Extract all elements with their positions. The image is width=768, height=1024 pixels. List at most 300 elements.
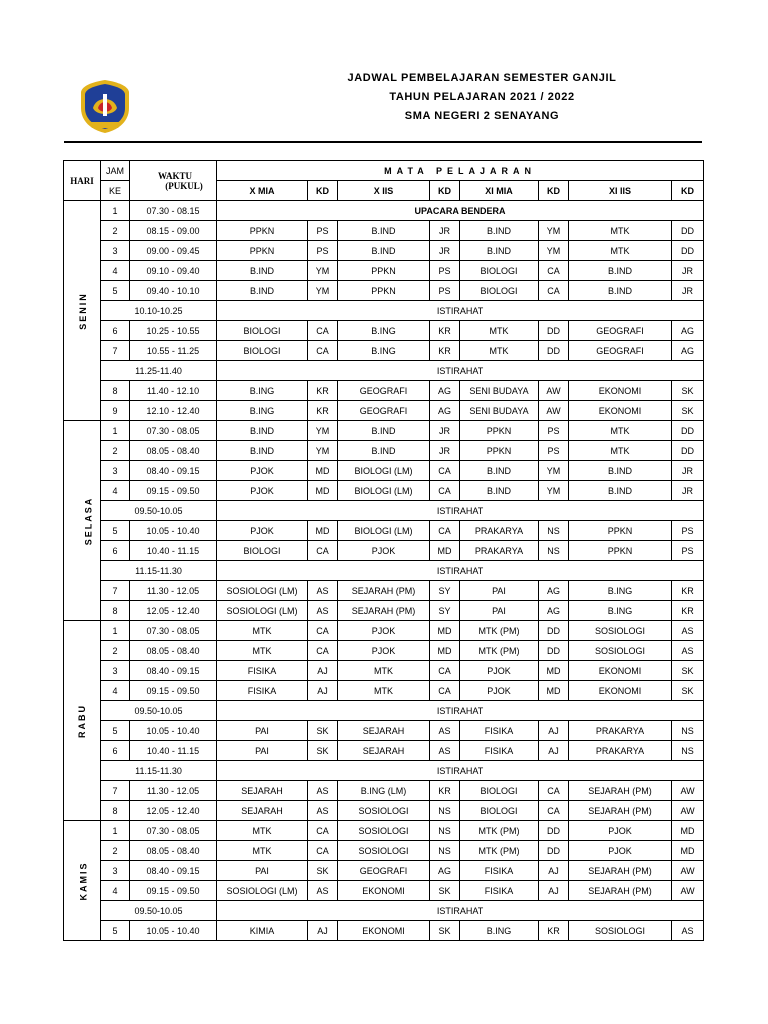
period-number: 4 xyxy=(101,681,130,701)
teacher-code: AJ xyxy=(308,661,338,681)
ceremony-label: UPACARA BENDERA xyxy=(217,201,704,221)
header-col-kd: KD xyxy=(308,181,338,201)
period-number: 3 xyxy=(101,241,130,261)
subject-cell: MTK xyxy=(460,341,539,361)
table-row xyxy=(64,601,704,621)
subject-cell: SENI BUDAYA xyxy=(460,381,539,401)
period-number: 7 xyxy=(101,781,130,801)
subject-cell: MTK xyxy=(338,681,430,701)
teacher-code: PS xyxy=(539,441,569,461)
subject-cell: PPKN xyxy=(217,241,308,261)
subject-cell: GEOGRAFI xyxy=(569,321,672,341)
break-label: ISTIRAHAT xyxy=(217,761,704,781)
break-time: 11.15-11.30 xyxy=(101,561,217,581)
subject-cell: B.ING xyxy=(217,401,308,421)
subject-cell: PJOK xyxy=(338,641,430,661)
subject-cell: MTK xyxy=(569,241,672,261)
schedule-body xyxy=(64,161,704,941)
table-row xyxy=(64,421,704,441)
break-row xyxy=(64,561,704,581)
subject-cell: EKONOMI xyxy=(338,921,430,941)
teacher-code: CA xyxy=(308,821,338,841)
day-label-senin xyxy=(64,201,101,421)
teacher-code: CA xyxy=(430,521,460,541)
header-col-x-mia: X MIA xyxy=(217,181,308,201)
teacher-code: PS xyxy=(539,421,569,441)
teacher-code: PS xyxy=(430,281,460,301)
teacher-code: YM xyxy=(539,241,569,261)
teacher-code: NS xyxy=(672,741,704,761)
teacher-code: AS xyxy=(430,741,460,761)
teacher-code: KR xyxy=(308,401,338,421)
teacher-code: DD xyxy=(672,241,704,261)
teacher-code: CA xyxy=(308,621,338,641)
teacher-code: NS xyxy=(430,821,460,841)
teacher-code: MD xyxy=(539,661,569,681)
teacher-code: AW xyxy=(672,801,704,821)
teacher-code: AG xyxy=(430,861,460,881)
teacher-code: SY xyxy=(430,601,460,621)
table-row xyxy=(64,381,704,401)
table-row xyxy=(64,801,704,821)
table-row xyxy=(64,781,704,801)
period-number: 5 xyxy=(101,281,130,301)
teacher-code: CA xyxy=(430,481,460,501)
teacher-code: MD xyxy=(308,461,338,481)
subject-cell: B.IND xyxy=(338,221,430,241)
teacher-code: AW xyxy=(539,381,569,401)
subject-cell: PAI xyxy=(217,861,308,881)
subject-cell: B.ING (LM) xyxy=(338,781,430,801)
period-number: 5 xyxy=(101,921,130,941)
table-row xyxy=(64,921,704,941)
subject-cell: B.IND xyxy=(569,261,672,281)
teacher-code: AG xyxy=(430,401,460,421)
period-number: 6 xyxy=(101,321,130,341)
period-time: 09.15 - 09.50 xyxy=(130,481,217,501)
period-number: 1 xyxy=(101,421,130,441)
header-waktu xyxy=(130,161,217,201)
teacher-code: SK xyxy=(308,741,338,761)
period-time: 09.15 - 09.50 xyxy=(130,881,217,901)
subject-cell: B.IND xyxy=(217,281,308,301)
subject-cell: PJOK xyxy=(460,681,539,701)
subject-cell: EKONOMI xyxy=(569,381,672,401)
teacher-code: YM xyxy=(308,441,338,461)
subject-cell: BIOLOGI xyxy=(460,801,539,821)
subject-cell: PJOK xyxy=(569,821,672,841)
table-row xyxy=(64,221,704,241)
period-number: 1 xyxy=(101,821,130,841)
period-number: 5 xyxy=(101,521,130,541)
table-row xyxy=(64,201,704,221)
day-label-selasa xyxy=(64,421,101,621)
subject-cell: B.IND xyxy=(569,461,672,481)
table-row xyxy=(64,721,704,741)
teacher-code: CA xyxy=(539,781,569,801)
teacher-code: KR xyxy=(672,601,704,621)
subject-cell: GEOGRAFI xyxy=(338,381,430,401)
subject-cell: PJOK xyxy=(217,521,308,541)
teacher-code: CA xyxy=(308,341,338,361)
header-waktu-label: WAKTU xyxy=(157,170,192,181)
subject-cell: SOSIOLOGI xyxy=(338,821,430,841)
subject-cell: SOSIOLOGI xyxy=(569,641,672,661)
teacher-code: YM xyxy=(308,281,338,301)
period-time: 08.40 - 09.15 xyxy=(130,461,217,481)
subject-cell: GEOGRAFI xyxy=(569,341,672,361)
subject-cell: FISIKA xyxy=(460,861,539,881)
period-time: 10.55 - 11.25 xyxy=(130,341,217,361)
teacher-code: JR xyxy=(430,421,460,441)
teacher-code: DD xyxy=(672,421,704,441)
table-row xyxy=(64,321,704,341)
teacher-code: JR xyxy=(430,241,460,261)
day-name: RABU xyxy=(77,703,87,738)
period-number: 1 xyxy=(101,621,130,641)
teacher-code: AS xyxy=(308,801,338,821)
teacher-code: CA xyxy=(430,461,460,481)
subject-cell: FISIKA xyxy=(217,661,308,681)
period-number: 2 xyxy=(101,221,130,241)
teacher-code: KR xyxy=(430,781,460,801)
break-label: ISTIRAHAT xyxy=(217,361,704,381)
subject-cell: GEOGRAFI xyxy=(338,861,430,881)
table-row xyxy=(64,541,704,561)
header-col-kd: KD xyxy=(430,181,460,201)
teacher-code: KR xyxy=(430,341,460,361)
period-time: 08.05 - 08.40 xyxy=(130,441,217,461)
subject-cell: EKONOMI xyxy=(569,661,672,681)
break-label: ISTIRAHAT xyxy=(217,901,704,921)
teacher-code: SK xyxy=(430,881,460,901)
teacher-code: AW xyxy=(672,881,704,901)
period-number: 8 xyxy=(101,801,130,821)
teacher-code: MD xyxy=(430,641,460,661)
subject-cell: PJOK xyxy=(217,481,308,501)
teacher-code: JR xyxy=(672,481,704,501)
subject-cell: MTK (PM) xyxy=(460,841,539,861)
table-row xyxy=(64,281,704,301)
subject-cell: SOSIOLOGI xyxy=(569,621,672,641)
teacher-code: KR xyxy=(672,581,704,601)
teacher-code: AJ xyxy=(539,861,569,881)
break-time: 09.50-10.05 xyxy=(101,701,217,721)
teacher-code: SK xyxy=(430,921,460,941)
period-time: 11.30 - 12.05 xyxy=(130,781,217,801)
break-label: ISTIRAHAT xyxy=(217,561,704,581)
subject-cell: KIMIA xyxy=(217,921,308,941)
header-row-1 xyxy=(64,161,704,181)
subject-cell: BIOLOGI (LM) xyxy=(338,461,430,481)
teacher-code: AS xyxy=(308,881,338,901)
day-name: SENIN xyxy=(77,291,88,330)
teacher-code: SK xyxy=(672,381,704,401)
period-number: 4 xyxy=(101,261,130,281)
teacher-code: AW xyxy=(672,861,704,881)
teacher-code: NS xyxy=(430,841,460,861)
teacher-code: MD xyxy=(308,521,338,541)
teacher-code: NS xyxy=(430,801,460,821)
period-time: 11.30 - 12.05 xyxy=(130,581,217,601)
period-time: 09.10 - 09.40 xyxy=(130,261,217,281)
subject-cell: B.IND xyxy=(338,241,430,261)
subject-cell: B.ING xyxy=(569,601,672,621)
teacher-code: DD xyxy=(539,841,569,861)
subject-cell: B.IND xyxy=(217,441,308,461)
teacher-code: AJ xyxy=(539,721,569,741)
teacher-code: CA xyxy=(308,541,338,561)
table-row xyxy=(64,861,704,881)
school-emblem-icon xyxy=(78,78,132,134)
teacher-code: DD xyxy=(672,221,704,241)
subject-cell: PJOK xyxy=(217,461,308,481)
subject-cell: B.IND xyxy=(217,421,308,441)
subject-cell: EKONOMI xyxy=(338,881,430,901)
subject-cell: B.IND xyxy=(460,461,539,481)
subject-cell: PJOK xyxy=(569,841,672,861)
break-row xyxy=(64,361,704,381)
break-row xyxy=(64,501,704,521)
day-name: SELASA xyxy=(83,496,94,545)
period-time: 08.40 - 09.15 xyxy=(130,861,217,881)
subject-cell: PJOK xyxy=(338,541,430,561)
teacher-code: PS xyxy=(672,521,704,541)
teacher-code: CA xyxy=(308,841,338,861)
teacher-code: DD xyxy=(539,621,569,641)
period-number: 2 xyxy=(101,441,130,461)
period-time: 07.30 - 08.15 xyxy=(130,201,217,221)
subject-cell: SEJARAH xyxy=(217,781,308,801)
teacher-code: AJ xyxy=(539,741,569,761)
period-number: 3 xyxy=(101,461,130,481)
teacher-code: NS xyxy=(672,721,704,741)
subject-cell: B.IND xyxy=(569,481,672,501)
period-time: 09.00 - 09.45 xyxy=(130,241,217,261)
subject-cell: B.ING xyxy=(338,341,430,361)
subject-cell: PJOK xyxy=(460,661,539,681)
subject-cell: SEJARAH (PM) xyxy=(338,601,430,621)
subject-cell: MTK (PM) xyxy=(460,641,539,661)
subject-cell: B.ING xyxy=(217,381,308,401)
teacher-code: AS xyxy=(672,921,704,941)
subject-cell: FISIKA xyxy=(460,721,539,741)
teacher-code: YM xyxy=(539,481,569,501)
teacher-code: CA xyxy=(539,801,569,821)
break-label: ISTIRAHAT xyxy=(217,701,704,721)
subject-cell: SEJARAH (PM) xyxy=(569,781,672,801)
teacher-code: JR xyxy=(672,461,704,481)
teacher-code: DD xyxy=(539,321,569,341)
subject-cell: BIOLOGI (LM) xyxy=(338,521,430,541)
teacher-code: SK xyxy=(672,661,704,681)
break-row xyxy=(64,701,704,721)
teacher-code: KR xyxy=(308,381,338,401)
table-row xyxy=(64,521,704,541)
table-row xyxy=(64,341,704,361)
subject-cell: PPKN xyxy=(217,221,308,241)
teacher-code: KR xyxy=(430,321,460,341)
subject-cell: SEJARAH (PM) xyxy=(338,581,430,601)
subject-cell: BIOLOGI xyxy=(217,541,308,561)
teacher-code: CA xyxy=(539,281,569,301)
subject-cell: BIOLOGI xyxy=(460,281,539,301)
teacher-code: AS xyxy=(308,581,338,601)
period-time: 11.40 - 12.10 xyxy=(130,381,217,401)
period-time: 09.40 - 10.10 xyxy=(130,281,217,301)
table-row xyxy=(64,481,704,501)
header-divider xyxy=(64,141,702,143)
subject-cell: PRAKARYA xyxy=(460,521,539,541)
break-row xyxy=(64,901,704,921)
header-col-kd: KD xyxy=(539,181,569,201)
subject-cell: B.ING xyxy=(338,321,430,341)
teacher-code: PS xyxy=(430,261,460,281)
teacher-code: AS xyxy=(430,721,460,741)
subject-cell: B.IND xyxy=(460,241,539,261)
period-time: 10.40 - 11.15 xyxy=(130,541,217,561)
teacher-code: JR xyxy=(430,441,460,461)
period-number: 8 xyxy=(101,381,130,401)
teacher-code: CA xyxy=(308,641,338,661)
subject-cell: PAI xyxy=(217,741,308,761)
teacher-code: DD xyxy=(539,641,569,661)
period-number: 3 xyxy=(101,861,130,881)
day-name: KAMIS xyxy=(78,861,89,900)
subject-cell: PPKN xyxy=(569,541,672,561)
subject-cell: PPKN xyxy=(460,441,539,461)
period-time: 09.15 - 09.50 xyxy=(130,681,217,701)
period-number: 6 xyxy=(101,541,130,561)
period-number: 6 xyxy=(101,741,130,761)
teacher-code: CA xyxy=(430,681,460,701)
period-time: 10.05 - 10.40 xyxy=(130,921,217,941)
subject-cell: SOSIOLOGI (LM) xyxy=(217,881,308,901)
subject-cell: MTK xyxy=(460,321,539,341)
subject-cell: SOSIOLOGI xyxy=(338,801,430,821)
subject-cell: FISIKA xyxy=(217,681,308,701)
teacher-code: SK xyxy=(308,721,338,741)
teacher-code: SK xyxy=(308,861,338,881)
teacher-code: MD xyxy=(539,681,569,701)
schedule-table xyxy=(63,160,704,941)
subject-cell: EKONOMI xyxy=(569,681,672,701)
subject-cell: SOSIOLOGI (LM) xyxy=(217,581,308,601)
teacher-code: DD xyxy=(672,441,704,461)
teacher-code: AG xyxy=(539,581,569,601)
period-time: 12.10 - 12.40 xyxy=(130,401,217,421)
period-time: 07.30 - 08.05 xyxy=(130,421,217,441)
title-line-1: JADWAL PEMBELAJARAN SEMESTER GANJIL xyxy=(347,72,617,84)
subject-cell: MTK xyxy=(217,821,308,841)
day-label-rabu xyxy=(64,621,101,821)
period-number: 1 xyxy=(101,201,130,221)
teacher-code: AJ xyxy=(308,681,338,701)
table-row xyxy=(64,261,704,281)
teacher-code: YM xyxy=(308,261,338,281)
header-col-x-iis: X IIS xyxy=(338,181,430,201)
period-number: 9 xyxy=(101,401,130,421)
break-time: 11.25-11.40 xyxy=(101,361,217,381)
teacher-code: MD xyxy=(672,821,704,841)
subject-cell: BIOLOGI xyxy=(460,781,539,801)
teacher-code: AS xyxy=(672,641,704,661)
table-row xyxy=(64,641,704,661)
teacher-code: AG xyxy=(539,601,569,621)
table-row xyxy=(64,821,704,841)
subject-cell: SOSIOLOGI xyxy=(569,921,672,941)
subject-cell: FISIKA xyxy=(460,741,539,761)
subject-cell: B.IND xyxy=(338,441,430,461)
subject-cell: PAI xyxy=(460,581,539,601)
table-row xyxy=(64,841,704,861)
subject-cell: MTK xyxy=(569,421,672,441)
table-row xyxy=(64,621,704,641)
teacher-code: PS xyxy=(308,221,338,241)
table-row xyxy=(64,741,704,761)
subject-cell: PRAKARYA xyxy=(569,721,672,741)
teacher-code: AS xyxy=(308,781,338,801)
period-time: 08.05 - 08.40 xyxy=(130,641,217,661)
teacher-code: SY xyxy=(430,581,460,601)
subject-cell: SENI BUDAYA xyxy=(460,401,539,421)
subject-cell: MTK (PM) xyxy=(460,621,539,641)
teacher-code: DD xyxy=(539,821,569,841)
period-time: 08.05 - 08.40 xyxy=(130,841,217,861)
teacher-code: MD xyxy=(430,621,460,641)
period-time: 07.30 - 08.05 xyxy=(130,821,217,841)
teacher-code: MD xyxy=(672,841,704,861)
header-col-kd: KD xyxy=(672,181,704,201)
subject-cell: BIOLOGI xyxy=(460,261,539,281)
subject-cell: MTK (PM) xyxy=(460,821,539,841)
teacher-code: YM xyxy=(539,221,569,241)
subject-cell: SEJARAH (PM) xyxy=(569,861,672,881)
period-number: 5 xyxy=(101,721,130,741)
subject-cell: MTK xyxy=(569,441,672,461)
day-label-kamis xyxy=(64,821,101,941)
teacher-code: AS xyxy=(308,601,338,621)
subject-cell: MTK xyxy=(217,621,308,641)
period-time: 10.40 - 11.15 xyxy=(130,741,217,761)
subject-cell: B.IND xyxy=(217,261,308,281)
header-jam: JAM xyxy=(101,161,130,181)
period-number: 2 xyxy=(101,641,130,661)
subject-cell: SEJARAH xyxy=(217,801,308,821)
teacher-code: MD xyxy=(430,541,460,561)
subject-cell: SEJARAH xyxy=(338,741,430,761)
period-number: 7 xyxy=(101,341,130,361)
subject-cell: PAI xyxy=(460,601,539,621)
teacher-code: PS xyxy=(672,541,704,561)
table-row xyxy=(64,241,704,261)
teacher-code: MD xyxy=(308,481,338,501)
period-time: 08.15 - 09.00 xyxy=(130,221,217,241)
subject-cell: B.IND xyxy=(338,421,430,441)
break-row xyxy=(64,301,704,321)
subject-cell: PRAKARYA xyxy=(569,741,672,761)
subject-cell: PPKN xyxy=(338,281,430,301)
teacher-code: NS xyxy=(539,541,569,561)
break-time: 09.50-10.05 xyxy=(101,901,217,921)
teacher-code: SK xyxy=(672,681,704,701)
teacher-code: AW xyxy=(539,401,569,421)
teacher-code: DD xyxy=(539,341,569,361)
subject-cell: SEJARAH (PM) xyxy=(569,801,672,821)
header-col-xi-iis: XI IIS xyxy=(569,181,672,201)
teacher-code: AG xyxy=(672,341,704,361)
teacher-code: NS xyxy=(539,521,569,541)
